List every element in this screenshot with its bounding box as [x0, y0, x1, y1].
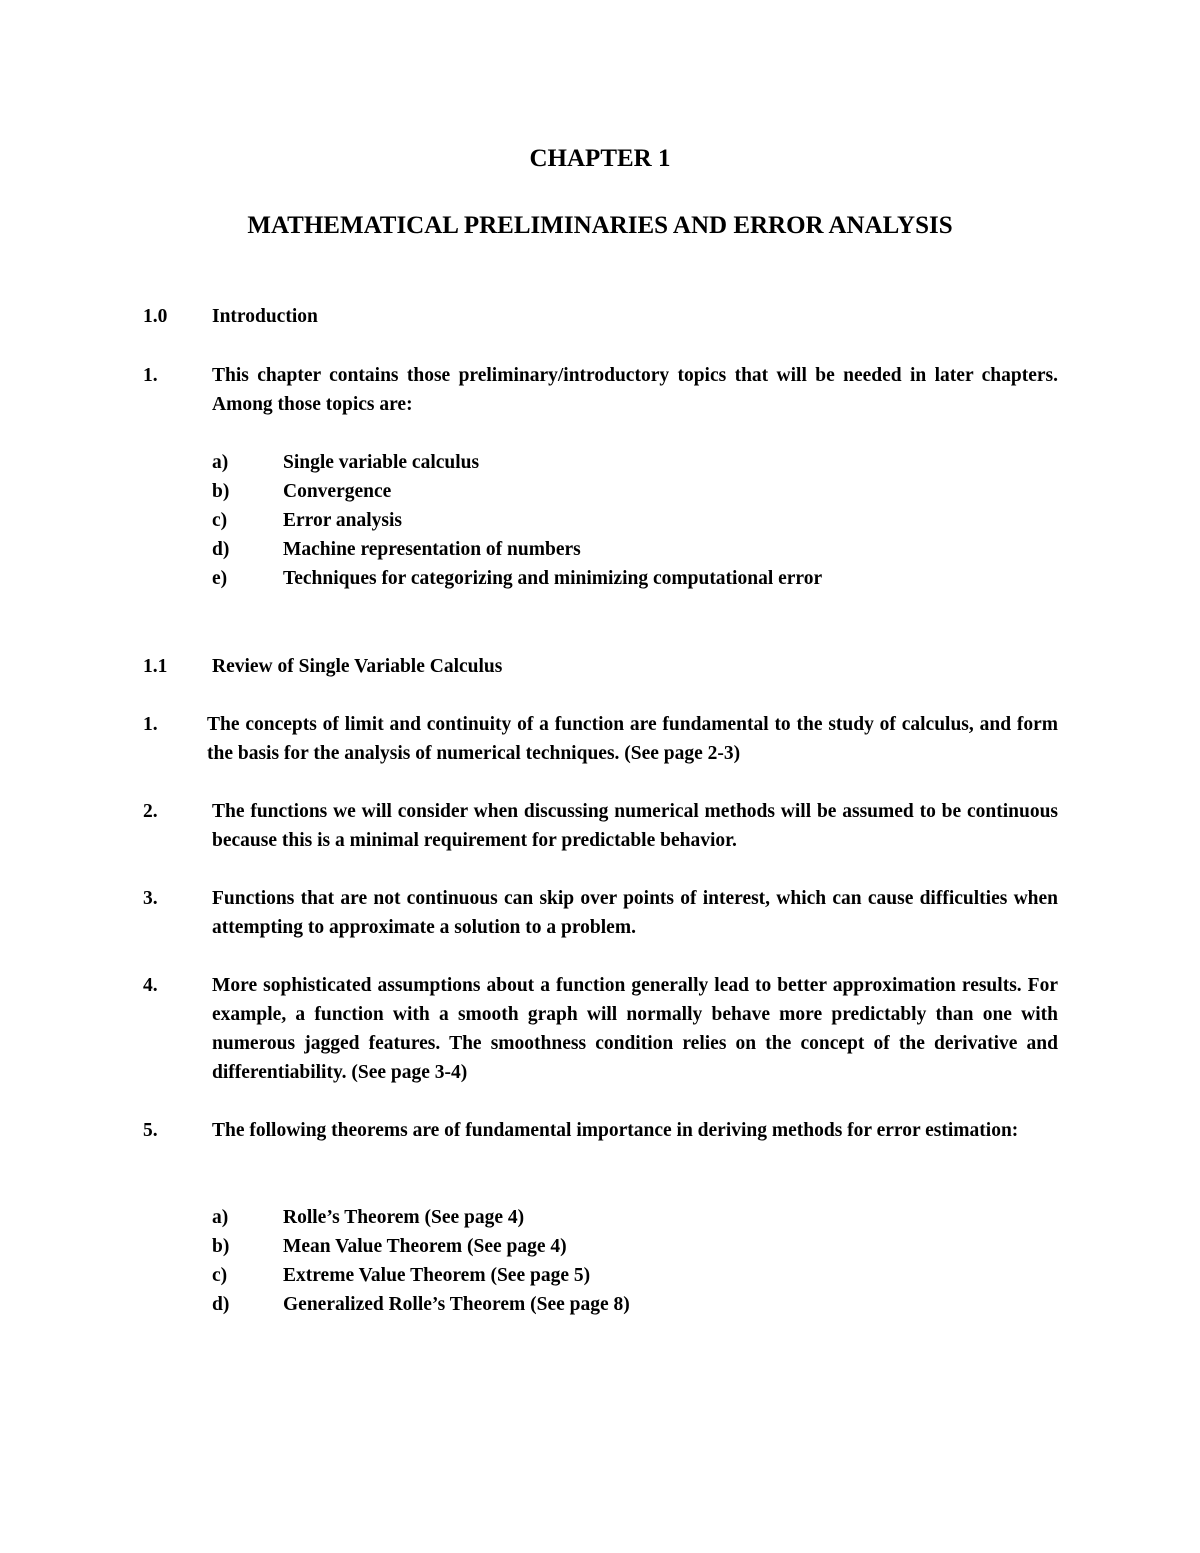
item-text: Functions that are not continuous can skip over points of interest, which can cause difficulties when attempting to approximate a solution to a problem. — [212, 888, 1058, 938]
sub-item-letter: b) — [212, 1236, 230, 1257]
item-number: 2. — [143, 801, 158, 822]
sub-item-letter: d) — [212, 1294, 230, 1315]
sub-item-text: Extreme Value Theorem (See page 5) — [283, 1265, 591, 1286]
item-number: 1. — [143, 714, 158, 735]
sub-item-text: Mean Value Theorem (See page 4) — [283, 1236, 567, 1257]
sub-item-text: Techniques for categorizing and minimizing computational error — [283, 568, 823, 589]
sub-item-letter: c) — [212, 510, 228, 531]
section-number: 1.1 — [143, 656, 168, 677]
sub-item-letter: d) — [212, 539, 230, 560]
item-text: The concepts of limit and continuity of a function are fundamental to the study of calculus, and form the basis for the analysis of numerical techniques. (See page 2-3) — [207, 714, 1058, 764]
sub-item-letter: b) — [212, 481, 230, 502]
sub-item-text: Single variable calculus — [283, 452, 480, 473]
sub-item-letter: e) — [212, 568, 228, 589]
sub-item-text: Rolle’s Theorem (See page 4) — [283, 1207, 525, 1228]
sub-item-letter: a) — [212, 1207, 229, 1228]
section-title: Review of Single Variable Calculus — [212, 656, 503, 677]
item-text: This chapter contains those preliminary/introductory topics that will be needed in later chapters. Among those topics are: — [212, 365, 1058, 415]
sub-item-text: Convergence — [283, 481, 392, 502]
item-number: 4. — [143, 975, 158, 996]
sub-item-text: Error analysis — [283, 510, 402, 531]
item-number: 1. — [143, 365, 158, 386]
item-text: The functions we will consider when discussing numerical methods will be assumed to be continuous because this is a minimal requirement for predictable behavior. — [212, 801, 1058, 851]
sub-item-letter: c) — [212, 1265, 228, 1286]
item-number: 5. — [143, 1120, 158, 1141]
sub-item-letter: a) — [212, 452, 229, 473]
section-title: Introduction — [212, 306, 318, 327]
item-number: 3. — [143, 888, 158, 909]
sub-item-text: Machine representation of numbers — [283, 539, 581, 560]
item-text: More sophisticated assumptions about a function generally lead to better approximation results. For example, a function with a smooth graph will normally behave more predictably than one with numerous jagged features. The smoothness condition relies on the concept of the derivative and differentiability. (See page 3-4) — [212, 975, 1058, 1083]
chapter-title: CHAPTER 1 — [529, 145, 671, 172]
section-number: 1.0 — [143, 306, 168, 327]
sub-item-text: Generalized Rolle’s Theorem (See page 8) — [283, 1294, 630, 1315]
item-text: The following theorems are of fundamental importance in deriving methods for error estimation: — [212, 1120, 1019, 1141]
chapter-subtitle: MATHEMATICAL PRELIMINARIES AND ERROR ANALYSIS — [247, 212, 953, 239]
